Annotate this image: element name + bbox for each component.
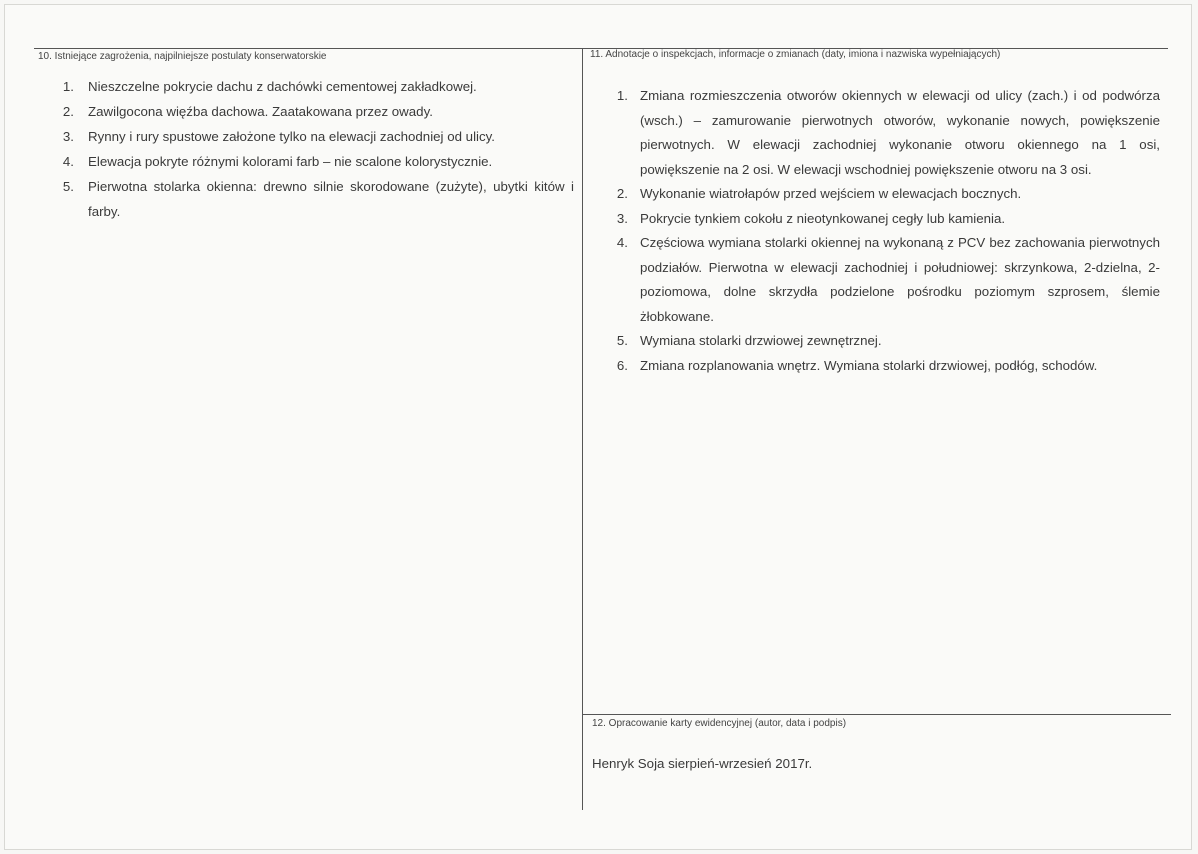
item-number: 1. (616, 88, 628, 103)
section-10-list (58, 74, 574, 224)
item-number: 2. (62, 104, 74, 119)
item-text: Wymiana stolarki drzwiowej zewnętrznej. (640, 333, 882, 348)
section-12-rule (583, 714, 1171, 715)
item-number: 4. (616, 235, 628, 250)
list-item (58, 99, 574, 124)
list-item (610, 207, 1160, 232)
list-item (610, 182, 1160, 207)
item-text: Pokrycie tynkiem cokołu z nieotynkowanej cegły lub kamienia. (640, 210, 1006, 226)
item-number: 3. (616, 210, 628, 226)
section-11-label: 11. Adnotacje o inspekcjach, informacje o zmianach (daty, imiona i nazwiska wypełniających) (590, 49, 1001, 60)
list-item (58, 74, 574, 99)
item-text: Zmiana rozplanowania wnętrz. Wymiana stolarki drzwiowej, podłóg, schodów. (640, 357, 1098, 373)
list-item (610, 329, 1160, 354)
item-number: 2. (616, 186, 628, 201)
section-11-list (610, 84, 1160, 378)
section-12-label: 12. Opracowanie karty ewidencyjnej (autor, data i podpis) (592, 718, 847, 729)
item-number: 6. (616, 357, 628, 373)
item-number: 5. (62, 179, 74, 194)
list-item (610, 84, 1160, 182)
item-number: 5. (616, 333, 628, 348)
item-text: Wykonanie wiatrołapów przed wejściem w elewacjach bocznych. (640, 186, 1022, 201)
item-text: Zawilgocona więźba dachowa. Zaatakowana przez owady. (88, 104, 433, 119)
list-item (58, 124, 574, 149)
author-signature-line: Henryk Soja sierpień-wrzesień 2017r. (592, 756, 813, 771)
item-text: Elewacja pokryte różnymi kolorami farb – nie scalone kolorystycznie. (88, 154, 493, 169)
list-item (58, 149, 574, 174)
list-item (610, 231, 1160, 329)
item-text: Częściowa wymiana stolarki okiennej na wykonaną z PCV bez zachowania pierwotnych podziałów. Pierwotna w elewacji zachodniej i południowej: skrzynkowa, 2-dzielna, 2-poziomowa, dolne skrzydła podzielone pośrodku poziomym szprosem, ślemie żłobkowane. (640, 235, 1160, 324)
item-text: Pierwotna stolarka okienna: drewno silnie skorodowane (zużyte), ubytki kitów i farby. (88, 179, 574, 219)
list-item (610, 354, 1160, 379)
list-item (58, 174, 574, 224)
item-number: 4. (62, 154, 74, 169)
item-text: Zmiana rozmieszczenia otworów okiennych w elewacji od ulicy (zach.) i od podwórza (wsch.) – zamurowanie pierwotnych otworów, wykonanie nowych, powiększenie pierwotnych. W elewacji zachodniej wykonanie otworu okiennego na 1 osi, powiększenie na 2 osi. W elewacji wschodniej powiększenie otworu na 3 osi. (640, 88, 1160, 177)
item-text: Rynny i rury spustowe założone tylko na elewacji zachodniej od ulicy. (88, 129, 495, 144)
item-text: Nieszczelne pokrycie dachu z dachówki cementowej zakładkowej. (88, 79, 477, 94)
item-number: 1. (62, 79, 74, 94)
column-divider (582, 48, 583, 810)
document-sheet (4, 4, 1192, 850)
section-10-label: 10. Istniejące zagrożenia, najpilniejsze postulaty konserwatorskie (38, 51, 327, 62)
item-number: 3. (62, 129, 74, 144)
